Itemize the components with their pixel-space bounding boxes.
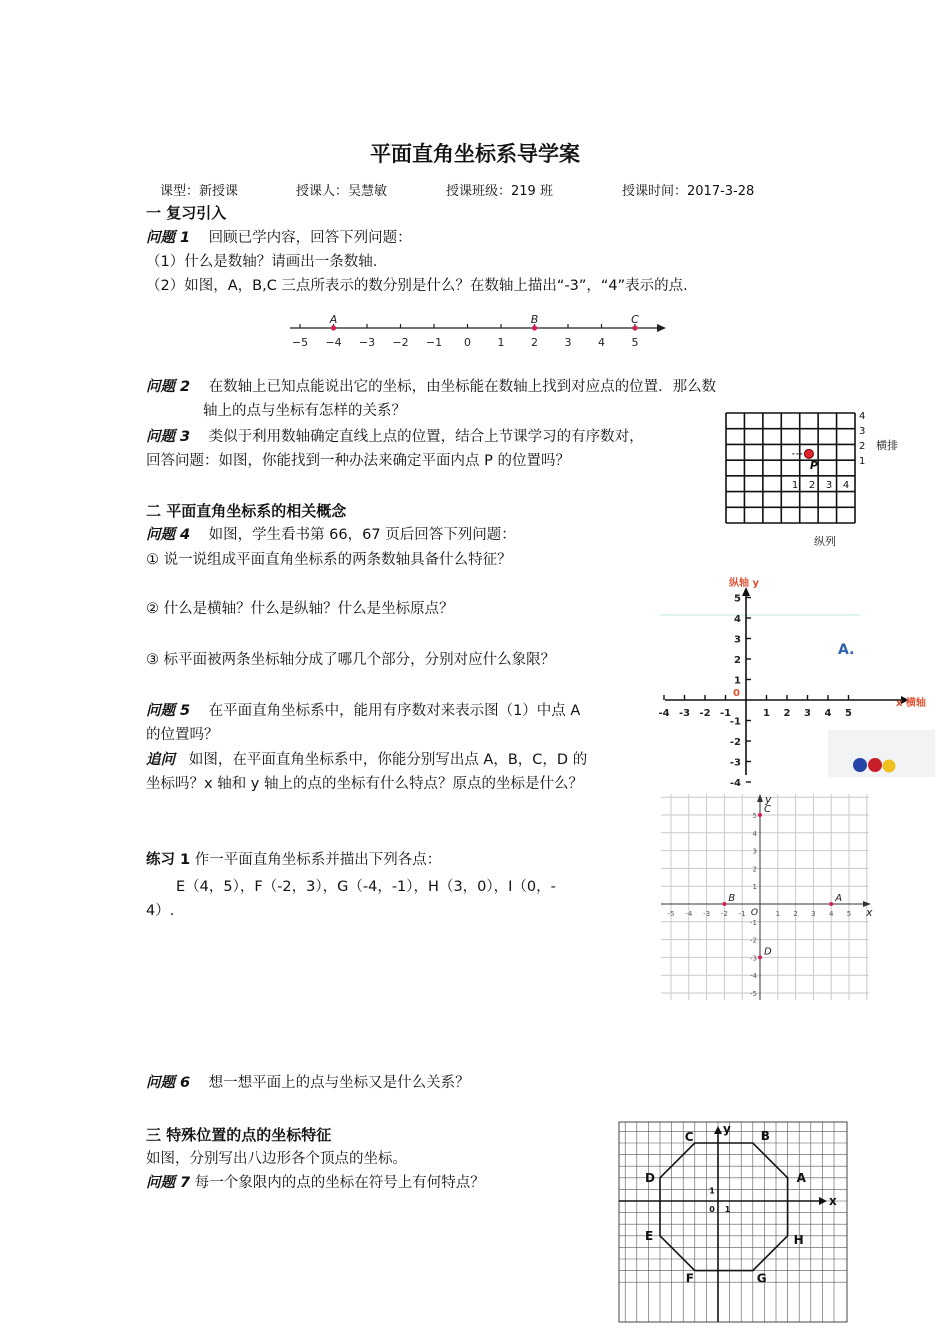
x-tick-label: -2 <box>699 708 711 719</box>
vertex-label: E <box>645 1228 654 1243</box>
y-tick-label: 3 <box>752 847 757 856</box>
y-tick-label: 2 <box>734 655 741 666</box>
decor-panel <box>828 730 935 777</box>
col-number: 4 <box>842 480 850 491</box>
q1-label: 问题 1 <box>146 230 191 246</box>
origin-label: O <box>750 908 758 918</box>
grid-border <box>619 1122 847 1322</box>
y-tick-label: 4 <box>734 614 741 625</box>
y-tick-label: 2 <box>752 865 757 874</box>
ex1-points-cont: 4）. <box>146 903 175 919</box>
y-tick-label: -2 <box>750 936 757 945</box>
x-axis-label: x <box>829 1194 837 1208</box>
x-tick-label: -3 <box>703 910 711 918</box>
decor-ball <box>853 758 867 772</box>
q3-text-cont: 回答问题：如图，你能找到一种办法来确定平面内点 P 的位置吗？ <box>146 453 570 469</box>
x-tick-label: 5 <box>846 910 852 918</box>
plotted-point-label: B <box>728 893 736 904</box>
section-3-text: 如图，分别写出八边形各个顶点的坐标。 <box>146 1151 407 1167</box>
q4-item-1: ① 说一说组成平面直角坐标系的两条数轴具备什么特征？ <box>146 552 512 568</box>
y-tick-label: 1 <box>734 675 741 687</box>
tick-label: −4 <box>325 336 342 349</box>
point-p-label: P <box>809 458 818 472</box>
y-tick-label: -1 <box>750 918 757 927</box>
x-arrow-icon <box>819 1197 827 1205</box>
class-name: 授课班级：219 班 <box>446 184 553 199</box>
section-3-heading: 三 特殊位置的点的坐标特征 <box>146 1126 332 1144</box>
q7-label: 问题 7 <box>146 1175 191 1191</box>
q6-text: 想一想平面上的点与坐标又是什么关系？ <box>208 1075 470 1091</box>
x-tick-label: 4 <box>824 708 832 719</box>
tick-label: 3 <box>564 336 572 349</box>
origin-label: 0 <box>733 688 740 699</box>
q4-item-2: ② 什么是横轴？什么是纵轴？什么是坐标原点？ <box>146 601 454 617</box>
axes-figure-2 <box>655 790 880 1005</box>
ex1-label: 练习 1 <box>146 852 191 868</box>
plotted-point-label: D <box>764 946 772 958</box>
page-title: 平面直角坐标系导学案 <box>370 142 580 166</box>
grid-p-figure <box>718 405 908 553</box>
y-tick-label: -3 <box>729 757 741 769</box>
question-7 <box>146 1172 485 1194</box>
x-tick-label: -2 <box>720 910 728 918</box>
x-tick-label: 2 <box>793 910 798 918</box>
point-label: A <box>329 313 338 326</box>
x-tick-label: 5 <box>845 708 852 719</box>
q1-text: 回顾已学内容，回答下列问题： <box>208 230 412 246</box>
col-number: 3 <box>825 480 833 491</box>
x-tick-label: -5 <box>667 910 675 918</box>
y-axis-label: y <box>765 793 772 806</box>
q1-part-2: （2）如图，A，B,C 三点所表示的数分别是什么？在数轴上描出“-3”，“4”表示的点. <box>146 278 688 294</box>
question-3 <box>146 426 644 448</box>
tick-label: −3 <box>358 336 376 349</box>
follow-text: 如图，在平面直角坐标系中，你能分别写出点 A，B，C，D 的 <box>188 752 588 768</box>
number-line-point <box>532 325 537 330</box>
y-tick-label: 1 <box>752 883 757 892</box>
follow-text-cont: 坐标吗？x 轴和 y 轴上的点的坐标有什么特点？原点的坐标是什么？ <box>146 776 583 792</box>
row-label: 横排 <box>876 439 898 452</box>
vertex-label: B <box>760 1129 770 1143</box>
question-4 <box>146 524 516 546</box>
plotted-point <box>758 813 762 817</box>
y-tick-label: -5 <box>750 990 757 998</box>
unit-label-y: 1 <box>709 1186 715 1196</box>
x-tick-label: -1 <box>738 910 746 918</box>
x-tick-label: -3 <box>678 708 691 719</box>
tick-label: −1 <box>425 336 443 349</box>
question-5 <box>146 700 580 722</box>
section-1-heading: 一 复习引入 <box>146 204 227 222</box>
q1-part-1: （1）什么是数轴？请画出一条数轴. <box>146 254 378 270</box>
plotted-point <box>722 902 726 906</box>
row-number: 3 <box>859 426 866 437</box>
number-line-figure <box>285 308 670 348</box>
x-axis-label: x 横轴 <box>896 698 926 709</box>
y-tick-label: -2 <box>729 737 741 748</box>
octagon-figure <box>615 1118 850 1324</box>
vertex-label: A <box>796 1170 806 1185</box>
question-6 <box>146 1072 470 1094</box>
course-type: 课型：新授课 <box>160 184 239 199</box>
x-tick-label: -1 <box>719 708 732 719</box>
plotted-point-label: A <box>835 893 843 904</box>
y-arrow-icon <box>757 794 763 802</box>
vertex-label: H <box>793 1232 804 1247</box>
ex1-points: E（4，5），F（-2，3），G（-4，-1），H（3，0），I（0，- <box>176 879 556 895</box>
q5-label: 问题 5 <box>146 703 191 719</box>
y-tick-label: -3 <box>750 954 757 963</box>
x-tick-label: 1 <box>775 910 781 918</box>
number-line-point <box>331 325 336 330</box>
decor-ball <box>868 758 882 772</box>
y-tick-label: -4 <box>750 972 757 981</box>
x-tick-label: 2 <box>783 708 791 719</box>
teacher: 授课人：吴慧敏 <box>296 184 388 199</box>
x-tick-label: -4 <box>685 910 693 918</box>
tick-label: 1 <box>497 336 505 349</box>
vertex-label: G <box>756 1271 767 1286</box>
unit-label-x: 1 <box>724 1205 731 1214</box>
x-tick-label: 3 <box>811 910 816 918</box>
question-1 <box>146 227 412 249</box>
number-line-point <box>632 325 637 330</box>
follow-up-question <box>146 749 587 771</box>
tick-label: 0 <box>464 336 471 349</box>
x-axis-label: x <box>866 906 873 919</box>
x-tick-label: 4 <box>828 910 834 918</box>
ex1-text: 作一平面直角坐标系并描出下列各点： <box>194 852 442 868</box>
decor-ball <box>883 760 896 773</box>
q4-label: 问题 4 <box>146 527 191 543</box>
point-label: C <box>631 313 639 326</box>
point-a-label: A. <box>838 642 855 658</box>
vertex-label: D <box>645 1170 655 1185</box>
plotted-point <box>829 902 833 906</box>
tick-label: −5 <box>291 336 309 349</box>
x-tick-label: -4 <box>658 708 670 719</box>
octagon-shape <box>660 1143 788 1271</box>
row-number: 2 <box>859 441 866 452</box>
y-axis-label: 纵轴 y <box>729 578 759 589</box>
vertex-label: C <box>684 1130 694 1144</box>
col-number: 2 <box>808 480 816 491</box>
tick-label: 2 <box>531 336 538 349</box>
q5-text-cont: 的位置吗？ <box>146 727 219 743</box>
q3-label: 问题 3 <box>146 429 191 445</box>
q4-text: 如图，学生看书第 66，67 页后回答下列问题： <box>208 527 516 543</box>
q2-text-cont: 轴上的点与坐标有怎样的关系？ <box>203 403 406 419</box>
origin-label: 0 <box>709 1205 715 1214</box>
point-p-marker <box>804 449 813 458</box>
y-tick-label: -1 <box>729 716 741 728</box>
q5-text: 在平面直角坐标系中，能用有序数对来表示图（1）中点 A <box>208 703 581 719</box>
follow-label: 追问 <box>146 752 175 768</box>
vertex-label: F <box>685 1271 695 1286</box>
q4-item-3: ③ 标平面被两条坐标轴分成了哪几个部分，分别对应什么象限？ <box>146 652 556 668</box>
x-tick-label: 3 <box>804 708 811 719</box>
y-tick-label: -4 <box>729 778 741 789</box>
lesson-date: 授课时间：2017-3-28 <box>622 184 755 199</box>
y-tick-label: 5 <box>734 593 741 605</box>
y-axis-label: y <box>723 1122 731 1136</box>
tick-label: −2 <box>392 336 409 349</box>
q6-label: 问题 6 <box>146 1075 191 1091</box>
x-tick-label: 1 <box>763 708 770 719</box>
plotted-point <box>758 955 762 959</box>
section-2-heading: 二 平面直角坐标系的相关概念 <box>146 502 347 520</box>
col-number: 1 <box>791 480 799 491</box>
tick-label: 5 <box>631 336 639 349</box>
y-tick-label: 4 <box>752 829 757 838</box>
arrow-icon <box>657 324 666 332</box>
row-number: 4 <box>859 411 866 422</box>
q3-text: 类似于利用数轴确定直线上点的位置，结合上节课学习的有序数对， <box>208 429 644 445</box>
q7-text: 每一个象限内的点的坐标在符号上有何特点？ <box>194 1175 485 1191</box>
plotted-point-label: C <box>764 804 771 815</box>
axes-figure-1 <box>658 572 935 789</box>
exercise-1 <box>146 849 441 871</box>
tick-label: 4 <box>598 336 605 349</box>
question-2 <box>146 376 716 398</box>
q2-label: 问题 2 <box>146 379 191 395</box>
y-tick-label: 3 <box>734 634 741 646</box>
row-number: 1 <box>859 456 866 467</box>
y-arrow-icon <box>714 1126 722 1134</box>
col-label: 纵列 <box>814 535 836 548</box>
point-label: B <box>530 313 539 326</box>
q2-text: 在数轴上已知点能说出它的坐标，由坐标能在数轴上找到对应点的位置．那么数 <box>208 379 717 395</box>
y-tick-label: 5 <box>752 812 757 820</box>
